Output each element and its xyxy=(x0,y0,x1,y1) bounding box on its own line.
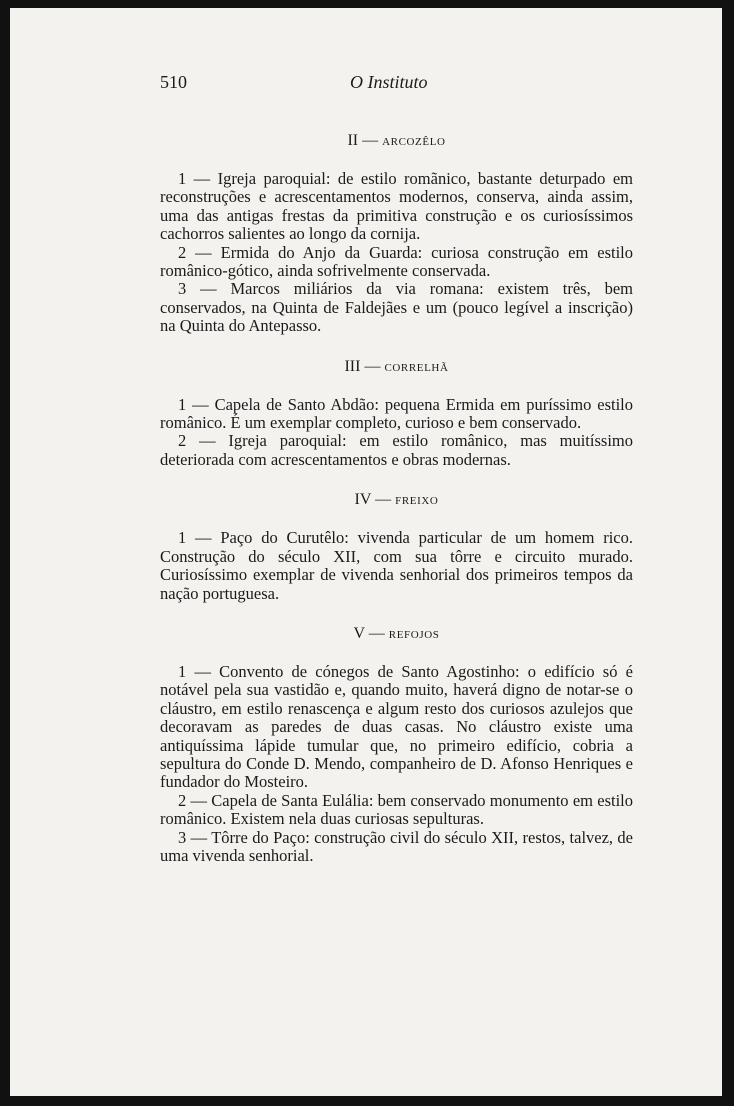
section-name: CORRELHÃ xyxy=(384,361,449,374)
section-heading: V — REFOJOS xyxy=(353,624,440,642)
section-name: FREIXO xyxy=(395,495,439,508)
section-numeral: IV xyxy=(354,491,372,509)
section-name: REFOJOS xyxy=(388,628,440,641)
paragraph: 1 — Paço do Curutêlo: vivenda particular de um homem rico. Construção do século XII, com sua tôrre e circuito murado. Curiosíssimo exemplar de vivenda senhorial dos primeiros tempos da nação portuguesa. xyxy=(160,528,633,603)
page-body xyxy=(160,130,633,865)
section-numeral: V xyxy=(353,624,365,642)
section-numeral: III xyxy=(344,357,361,375)
paragraph: 1 — Igreja paroquial: de estilo romãnico, bastante deturpado em reconstruções e acrescentamentos modernos, conserva, ainda assim, uma das antigas frestas da primitiva construção e os curiosíssimos cachorros salientes ao longo da cornija. xyxy=(160,169,633,244)
section-arcozelo xyxy=(160,130,633,336)
section-heading: IV — FREIXO xyxy=(354,491,439,509)
section-heading: II — ARCOZÊLO xyxy=(347,132,446,149)
paragraph: 1 — Capela de Santo Abdão: pequena Ermida em puríssimo estilo românico. É um exemplar completo, curioso e bem conservado. xyxy=(160,394,633,433)
paragraph: 2 — Ermida do Anjo da Guarda: curiosa construção em estilo românico-gótico, ainda sofrivelmente conservada. xyxy=(160,242,633,281)
paragraph: 3 — Marcos miliários da via romana: existem três, bem conservados, na Quinta de Faldejães e um (pouco legível a inscrição) na Quinta do Antepasso. xyxy=(160,279,633,336)
section-name: ARCOZÊLO xyxy=(382,136,446,148)
book-page xyxy=(10,8,722,1096)
section-heading: III — CORRELHÃ xyxy=(344,357,449,375)
paragraph: 2 — Igreja paroquial: em estilo românico, mas muitíssimo deteriorada com acrescentamentos e obras modernas. xyxy=(160,431,633,469)
running-header xyxy=(160,72,640,96)
paragraph: 1 — Convento de cónegos de Santo Agostinho: o edifício só é notável pela sua vastidão e, quando muito, haverá digno de notar-se o cláustro, em estilo renascença e algum resto dos curiosos azulejos que decoravam as paredes de duas casas. No cláustro existe uma antiquíssima lápide tumular que, no primeiro edifício, cobria a sepultura do Conde D. Mendo, companheiro de D. Afonso Henriques e fundador do Mosteiro. xyxy=(160,661,633,792)
section-freixo xyxy=(160,489,633,603)
paragraph: 2 — Capela de Santa Eulália: bem conservado monumento em estilo românico. Existem nela duas curiosas sepulturas. xyxy=(160,790,633,829)
section-numeral: II xyxy=(347,132,359,149)
section-refojos xyxy=(160,623,633,865)
paragraph: 3 — Tôrre do Paço: construção civil do século XII, restos, talvez, de uma vivenda senhorial. xyxy=(160,827,633,865)
page-number: 510 xyxy=(160,72,187,92)
section-correlha xyxy=(160,356,633,470)
journal-title: O Instituto xyxy=(350,72,428,92)
